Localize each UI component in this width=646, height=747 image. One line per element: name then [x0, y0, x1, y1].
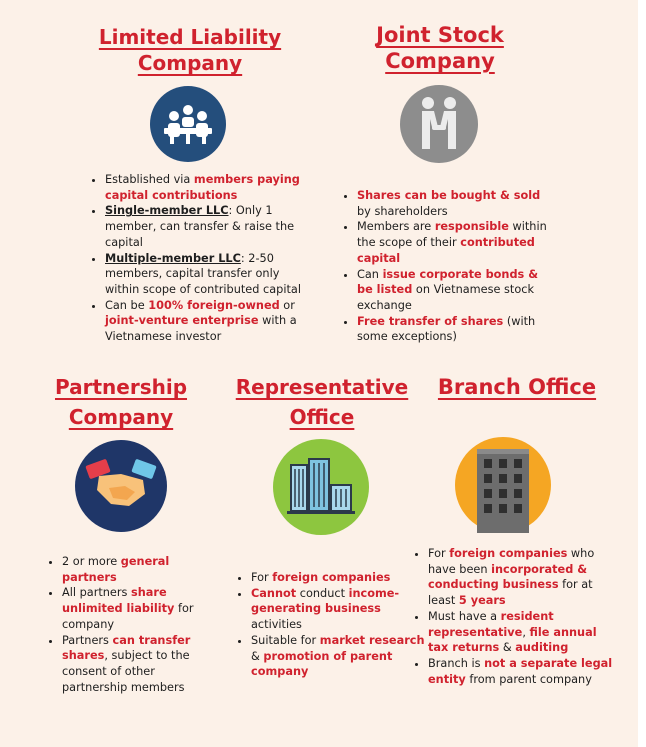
- llc-list: [89, 172, 305, 345]
- list-item: • 2 or more general partners: [62, 554, 214, 585]
- partnership-title: Partnership Company: [54, 375, 188, 429]
- list-item: • Free transfer of shares (with some exceptions): [357, 314, 557, 345]
- list-item: • For foreign companies who have been incorporated & conducting business for at least 5 years: [428, 546, 614, 609]
- branch-list: [412, 546, 614, 687]
- list-item: • Shares can be bought & sold by shareholders: [357, 188, 557, 219]
- list-item: • Established via members paying capital contributions: [105, 172, 305, 203]
- list-item: • Single-member LLC: Only 1 member, can transfer & raise the capital: [105, 203, 305, 250]
- partnership-list: [46, 554, 214, 695]
- list-item: • Can be 100% foreign-owned or joint-venture enterprise with a Vietnamese investor: [105, 298, 305, 345]
- office-building-icon: [455, 437, 551, 533]
- rep-title: Representative Office: [235, 375, 409, 429]
- list-item: • Partners can transfer shares, subject to the consent of other partnership members: [62, 633, 214, 696]
- list-item: • Must have a resident representative, file annual tax returns & auditing: [428, 609, 614, 656]
- handshake-people-icon: [400, 85, 478, 163]
- jsc-list: [341, 188, 557, 345]
- rep-list: [235, 570, 429, 680]
- list-item: • All partners share unlimited liability for company: [62, 585, 214, 632]
- list-item: • Members are responsible within the scope of their contributed capital: [357, 219, 557, 266]
- list-item: • Cannot conduct income-generating business activities: [251, 586, 429, 633]
- handshake-icon: [75, 440, 167, 532]
- city-buildings-icon: [273, 439, 369, 535]
- list-item: • Suitable for market research & promotion of parent company: [251, 633, 429, 680]
- list-item: • For foreign companies: [251, 570, 429, 586]
- list-item: • Branch is not a separate legal entity from parent company: [428, 656, 614, 687]
- meeting-table-icon: [150, 86, 226, 162]
- list-item: • Can issue corporate bonds & be listed on Vietnamese stock exchange: [357, 267, 557, 314]
- list-item: • Multiple-member LLC: 2-50 members, capital transfer only within scope of contributed capital: [105, 251, 305, 298]
- llc-title: Limited Liability Company: [98, 25, 282, 75]
- branch-title: Branch Office: [437, 375, 597, 399]
- jsc-title: Joint Stock Company: [376, 23, 504, 73]
